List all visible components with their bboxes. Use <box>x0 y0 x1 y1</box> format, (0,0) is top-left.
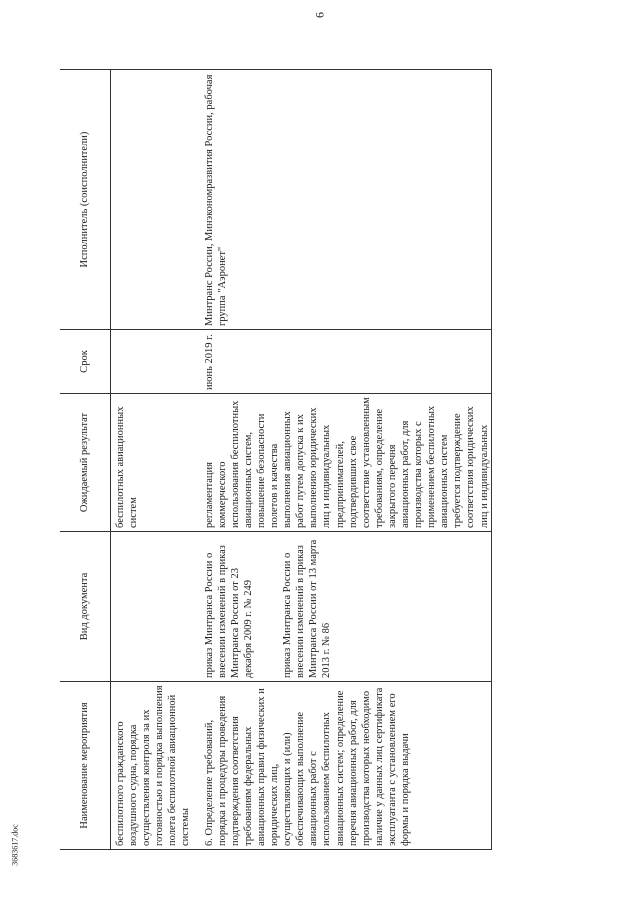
header-result: Ожидаемый результат <box>60 394 111 532</box>
header-executor: Исполнитель (соисполнители) <box>60 70 111 330</box>
table-row-continuation <box>111 70 193 850</box>
doc-type-2: приказ Минтранса России о внесении изменений в приказ Минтранса России от 13 марта 2013 г. № 86 <box>281 539 333 678</box>
table-row-gap <box>193 70 203 850</box>
measures-table <box>60 69 492 850</box>
cell-doc-type <box>203 532 492 682</box>
cell-result: беспилотных авиационных систем <box>111 394 193 532</box>
cell-doc-type <box>111 532 193 682</box>
cell-name: беспилотного гражданского воздушного судна, порядка осуществления контроля за их готовностью и порядка выполнения полета беспилотной авиационной системы <box>111 682 193 850</box>
table-row-6 <box>203 70 492 850</box>
cell-result: регламентация коммерческого использования беспилотных авиационных систем, повышение безопасности полетов и качества выполнения авиационных работ путем допуска к их выполнению юридических лиц и индивидуальных предпринимателей, подтвердивших свое соответствие установленным требованиям, определение закрытого перечня авиационных работ, для производства которых с применением беспилотных авиационных систем требуется подтверждение соответствия юридических лиц и индивидуальных <box>203 394 492 532</box>
cell-executor: Минтранс России, Минэкономразвития России, рабочая группа "Аэронет" <box>203 70 492 330</box>
cell-name: 6. Определение требований, порядка и процедуры проведения подтверждения соответствия требованиям федеральных авиационных правил физических и юридических лиц, осуществляющих и (или) обеспечивающих выполнение авиационных работ с использованием беспилотных авиационных систем; определение перечня авиационных работ, для производства которых необходимо наличие у данных лиц сертификата эксплуатанта с установлением его формы и порядка выдачи <box>203 682 492 850</box>
header-deadline: Срок <box>60 330 111 394</box>
table-header-row <box>60 70 111 850</box>
footer-filename: 3683617.doc <box>10 824 20 866</box>
doc-type-1: приказ Минтранса России о внесении изменений в приказ Минтранса России от 23 декабря 2009 г. № 249 <box>203 545 254 678</box>
cell-executor <box>111 70 193 330</box>
cell-deadline: июнь 2019 г. <box>203 330 492 394</box>
header-name: Наименование мероприятия <box>60 682 111 850</box>
page-number: 6 <box>312 12 327 18</box>
cell-deadline <box>111 330 193 394</box>
header-doc-type: Вид документа <box>60 532 111 682</box>
rotated-table-container <box>60 70 600 850</box>
